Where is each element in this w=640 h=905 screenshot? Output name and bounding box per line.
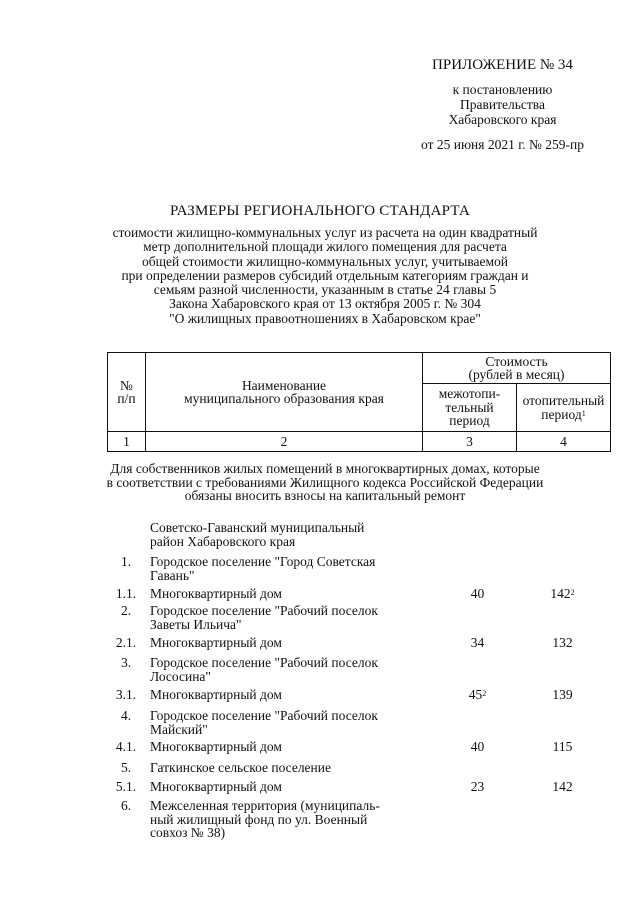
row-name-line: Заветы Ильича" [150,616,242,632]
section-note-line: в соответствии с требованиями Жилищного кодекса Российской Федерации [106,474,544,490]
header-heating-line-2 [517,408,610,422]
row-name [150,688,425,702]
row-name-line: Городское поселение "Рабочий поселок [150,603,378,618]
column-number-2: 2 [146,432,423,452]
row-number: 2. [120,603,132,618]
row-name-line: район Хабаровского края [150,533,296,549]
row-name-line: Межселенная территория (муниципаль- [150,798,380,813]
section-note [95,462,555,503]
row-number: 5. [120,760,132,775]
row-name [150,587,425,601]
section-note-line: Для собственников жилых помещений в многоквартирных домах, которые [110,461,540,476]
value-text: 142 [552,779,573,794]
row-name-line: Гаткинское сельское поселение [150,760,331,775]
header-cost-line-1: Стоимость [485,353,548,369]
row-number: 1. [120,554,132,569]
heating-value [515,688,610,702]
row-name-line: совхоз № 38) [150,825,226,840]
value-text: 40 [470,586,485,601]
row-name [150,709,425,736]
footnote-marker: 2 [570,588,575,597]
row-number: 1.1. [115,586,137,601]
appendix-line-1: к постановлению [452,82,553,97]
appendix-line-2: Правительства [460,97,545,112]
row-number: 4.1. [115,739,137,754]
document-subtitle [95,226,555,326]
row-name [150,636,425,650]
subtitle-line: Закона Хабаровского края от 13 октября 2005 г. № 304 [169,296,481,312]
row-name-line: Многоквартирный дом [150,586,282,601]
appendix-number: ПРИЛОЖЕНИЕ № 34 [432,57,573,73]
row-number: 2.1. [115,635,137,650]
header-name-line-2: муниципального образования края [184,391,384,406]
subtitle-line: стоимости жилищно-коммунальных услуг из расчета на один квадратный [112,225,538,240]
value-text: 115 [552,739,573,754]
row-name [150,780,425,794]
column-number-3: 3 [423,432,517,452]
row-number: 3. [120,655,132,670]
heating-value [515,780,610,794]
header-heating-cell [517,384,611,432]
appendix-date: от 25 июня 2021 г. № 259-пр [421,137,584,152]
row-name [150,555,425,582]
row-name-line: Многоквартирный дом [150,635,282,650]
header-number-label: п/п [117,391,136,406]
row-name-line: Советско-Гаванский муниципальный [150,520,365,535]
row-name-line: ный жилищный фонд по ул. Военный [150,811,368,827]
subtitle-line: семьям разной численности, указанным в статье 24 главы 5 [153,282,497,298]
row-name-line: Многоквартирный дом [150,687,282,702]
header-number-symbol: № [120,377,133,393]
row-number: 4. [120,708,132,723]
table-header [107,352,611,452]
header-number-cell [108,353,146,432]
document-title: РАЗМЕРЫ РЕГИОНАЛЬНОГО СТАНДАРТА [169,203,471,219]
row-name [150,761,425,775]
row-name-line: Лососина" [150,668,211,684]
heating-value [515,740,610,754]
footnote-marker: 1 [581,408,586,418]
row-name [150,656,425,683]
header-name-cell [146,353,423,432]
row-name-line: Многоквартирный дом [150,779,282,794]
row-name-line: Майский" [150,721,208,737]
header-interheating-line-1: межотопи- [438,386,501,402]
header-heating-line-1: отопительный [522,393,605,408]
row-name [150,521,425,548]
footnote-marker: 2 [482,689,487,698]
heating-value [515,587,610,601]
row-name-line: Городское поселение "Рабочий поселок [150,708,378,723]
value-text: 132 [552,635,573,650]
header-interheating-line-2: тельный [445,399,494,415]
section-note-line: обязаны вносить взносы на капитальный ремонт [184,488,466,503]
header-name-line-1: Наименование [241,377,327,393]
header-interheating-line-3: период [449,413,490,429]
row-name-line: Городское поселение "Рабочий поселок [150,655,378,670]
value-text: 34 [470,635,485,650]
appendix-line-3: Хабаровского края [448,112,557,127]
row-number: 3.1. [115,687,137,702]
appendix-block [395,58,610,152]
value-text: 45 [468,687,483,702]
row-name [150,740,425,754]
row-name-line: Многоквартирный дом [150,739,282,754]
subtitle-line: при определении размеров субсидий отдельным категориям граждан и [121,267,529,283]
value-text: 23 [470,779,485,794]
header-heating-label: период [541,406,582,422]
header-cost-cell [423,353,611,384]
heating-value [515,636,610,650]
subtitle-line: метр дополнительной площади жилого помещения для расчета [143,239,507,255]
row-name-line: Гавань" [150,567,195,583]
value-text: 142 [550,586,571,601]
column-number-4: 4 [517,432,611,452]
row-number: 5.1. [115,779,137,794]
row-name [150,604,425,631]
row-name-line: Городское поселение "Город Советская [150,554,376,569]
header-interheating-cell [423,384,517,432]
value-text: 139 [552,687,573,702]
value-text: 40 [470,739,485,754]
header-cost-line-2: (рублей в месяц) [468,367,565,382]
subtitle-line: "О жилищных правоотношениях в Хабаровском крае" [169,310,481,326]
subtitle-line: общей стоимости жилищно-коммунальных услуг, учитываемой [141,253,509,269]
row-name [150,799,425,840]
column-number-1: 1 [108,432,146,452]
row-number: 6. [120,798,132,813]
